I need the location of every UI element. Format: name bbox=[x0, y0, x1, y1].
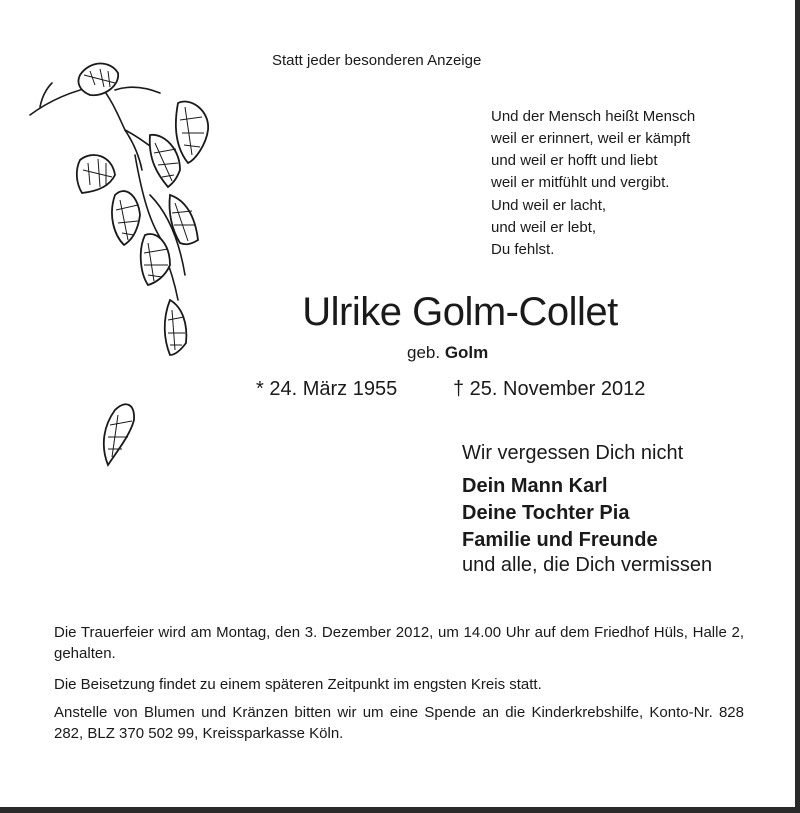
birth-name bbox=[407, 343, 488, 363]
family-names bbox=[462, 473, 658, 554]
poem-line: Und der Mensch heißt Mensch bbox=[491, 108, 696, 125]
funeral-service-note: Die Trauerfeier wird am Montag, den 3. Dezember 2012, um 14.00 Uhr auf dem Friedhof Hüls, Halle 2, gehalten. bbox=[54, 624, 744, 662]
poem-stanza-2 bbox=[491, 195, 606, 261]
poem-line: und weil er hofft und liebt bbox=[491, 152, 658, 169]
donation-note: Anstelle von Blumen und Kränzen bitten wir um eine Spende an die Kinderkrebshilfe, Konto-Nr. 828 282, BLZ 370 502 99, Kreissparkasse Köln. bbox=[54, 704, 744, 742]
poem-line: weil er mitfühlt und vergibt. bbox=[491, 174, 670, 191]
death-date: † 25. November 2012 bbox=[453, 378, 646, 400]
family-member: Familie und Freunde bbox=[462, 529, 658, 551]
deceased-name: Ulrike Golm-Collet bbox=[302, 290, 618, 334]
header-note: Statt jeder besonderen Anzeige bbox=[272, 52, 482, 69]
family-member: Dein Mann Karl bbox=[462, 475, 608, 497]
poem-line: und weil er lebt, bbox=[491, 219, 597, 236]
birth-name-prefix: geb. bbox=[407, 343, 441, 362]
poem-line: weil er erinnert, weil er kämpft bbox=[491, 130, 691, 147]
poem-line: Du fehlst. bbox=[491, 241, 555, 258]
poem-line: Und weil er lacht, bbox=[491, 197, 607, 214]
poem-stanza-1 bbox=[491, 106, 695, 194]
burial-note: Die Beisetzung findet zu einem späteren Zeitpunkt im engsten Kreis statt. bbox=[54, 676, 542, 693]
family-intro: Wir vergessen Dich nicht bbox=[462, 442, 684, 464]
family-outro: und alle, die Dich vermissen bbox=[462, 554, 713, 576]
birth-date: * 24. März 1955 bbox=[256, 378, 398, 400]
birth-name-value: Golm bbox=[444, 343, 489, 362]
family-member: Deine Tochter Pia bbox=[462, 502, 630, 524]
birch-branch-icon bbox=[20, 45, 220, 485]
